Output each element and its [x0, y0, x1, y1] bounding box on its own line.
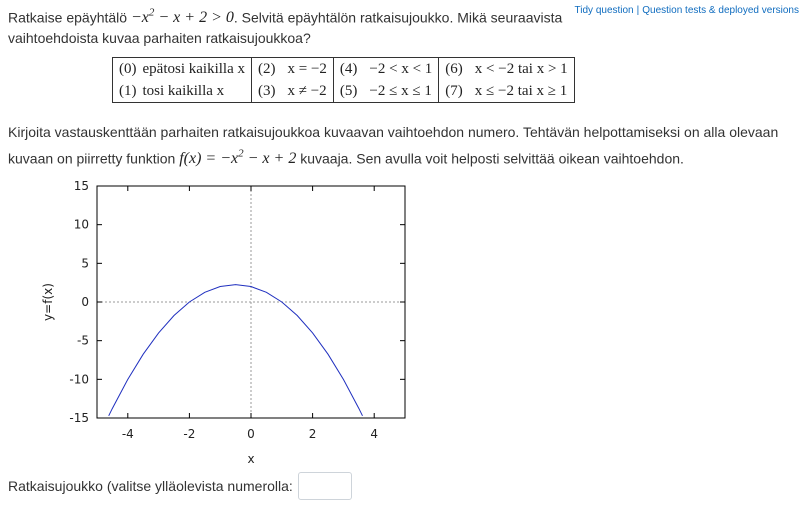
function-math: $f(x) = -x^2 - x + 2$	[179, 148, 297, 168]
y-tick-label: 15	[73, 179, 89, 193]
instruction-part1: Kirjoita vastauskenttään parhaiten ratkaisujoukkoa kuvaavan vaihtoehdon numero. Tehtävän helpottamiseksi on alla olevaan kuvaan on piirretty funktion	[8, 124, 779, 167]
option-text: epätosi kaikilla x	[137, 58, 252, 81]
options-row-1	[113, 58, 575, 81]
option-text: x ≠ −2	[275, 80, 333, 103]
option-number: (4)	[339, 60, 358, 77]
inequality-math: $-x^2 - x + 2 > 0$	[130, 7, 234, 27]
instruction-part2: kuvaaja. Sen avulla voit helposti selvittää oikean vaihtoehdon.	[296, 150, 684, 167]
y-tick-label: -5	[77, 333, 89, 348]
option-text: tosi kaikilla x	[137, 80, 252, 103]
y-tick-label: 10	[73, 217, 89, 232]
x-axis-label: x	[247, 452, 255, 466]
x-tick-label: 4	[370, 427, 379, 441]
x-tick-label: 0	[247, 427, 255, 441]
answer-row	[8, 472, 352, 500]
x-tick-label: -4	[121, 427, 134, 441]
instruction-text	[8, 121, 808, 170]
question-part2: . Selvitä epäyhtälön ratkaisujoukko. Mikä seuraavista vaihtoehdoista kuvaa parhaiten ratkaisujoukkoa?	[8, 9, 563, 47]
option-number: (7)	[445, 82, 463, 99]
x-tick-label: -2	[183, 427, 196, 441]
question-links	[575, 5, 799, 16]
option-number: (5)	[339, 82, 358, 99]
option-text: −2 < x < 1	[357, 58, 438, 81]
option-number: (3)	[257, 82, 276, 99]
x-tick-label: 2	[308, 427, 317, 441]
y-tick-label: -15	[69, 411, 89, 425]
answer-label: Ratkaisujoukko (valitse ylläolevista numerolla:	[8, 478, 293, 494]
question-tests-link[interactable]: Question tests & deployed versions	[642, 5, 799, 16]
option-text: −2 ≤ x ≤ 1	[357, 80, 438, 103]
answer-input[interactable]	[298, 472, 352, 500]
option-number: (2)	[257, 60, 276, 77]
option-number: (0)	[119, 60, 137, 77]
y-tick-label: -10	[69, 372, 89, 387]
function-plot	[0, 175, 420, 470]
tidy-question-link[interactable]: Tidy question	[574, 5, 634, 16]
options-row-2	[113, 80, 575, 103]
y-axis-label: y=f(x)	[41, 283, 55, 321]
option-text: x < −2 tai x > 1	[474, 60, 568, 77]
option-text: x ≤ −2 tai x ≥ 1	[474, 82, 568, 99]
options-table	[112, 57, 575, 103]
option-text: x = −2	[275, 58, 333, 81]
function-curve	[109, 285, 363, 416]
y-tick-label: 0	[81, 295, 89, 309]
question-text	[8, 3, 568, 49]
option-number: (6)	[445, 60, 463, 77]
y-tick-label: 5	[81, 256, 89, 271]
question-part1: Ratkaise epäyhtälö	[8, 9, 131, 26]
link-separator: |	[636, 5, 640, 16]
option-number: (1)	[119, 82, 137, 99]
